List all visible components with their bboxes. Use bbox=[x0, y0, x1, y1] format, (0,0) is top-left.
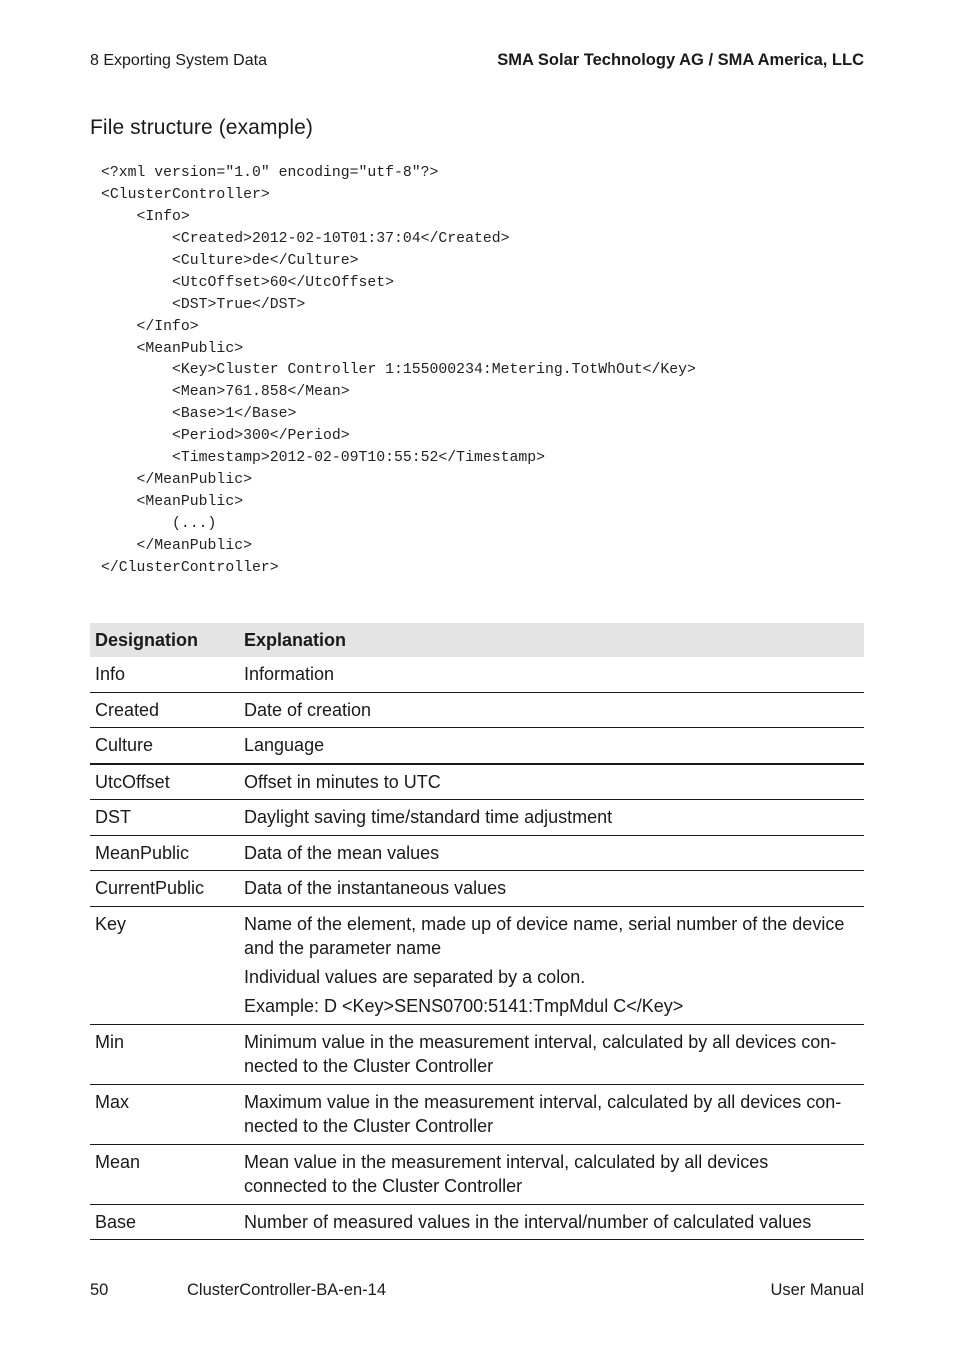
code-line: <Timestamp>2012-02-09T10:55:52</Timestamp> bbox=[101, 450, 545, 467]
table-row bbox=[90, 728, 864, 765]
code-line: </Info> bbox=[101, 318, 199, 335]
explanation-cell bbox=[244, 728, 864, 763]
explanation-cell bbox=[244, 907, 864, 1024]
code-line: <Info> bbox=[101, 208, 190, 225]
designation-cell: CurrentPublic bbox=[95, 878, 205, 898]
code-line: <Base>1</Base> bbox=[101, 406, 297, 423]
document-type: User Manual bbox=[770, 1281, 864, 1299]
explanation-cell bbox=[244, 1145, 864, 1204]
explanation-text: Mean value in the measurement interval, calculated by all devices connected to the Cluster Controller bbox=[244, 1151, 769, 1196]
document-id: ClusterController-BA-en-14 bbox=[187, 1281, 386, 1299]
explanation-cell bbox=[244, 657, 864, 692]
table-row bbox=[90, 907, 864, 1025]
code-line: <MeanPublic> bbox=[101, 340, 244, 357]
designation-cell: MeanPublic bbox=[95, 842, 190, 863]
table-row bbox=[90, 1205, 864, 1241]
designation-cell: Info bbox=[95, 664, 126, 684]
code-line: <MeanPublic> bbox=[101, 494, 244, 511]
running-header-company: SMA Solar Technology AG / SMA America, LLC bbox=[497, 51, 864, 69]
explanation-text: Number of measured values in the interval/number of calculated values bbox=[244, 1211, 812, 1232]
table-row bbox=[90, 1145, 864, 1205]
explanation-text: Name of the element, made up of device name, serial number of the device and the parameter name bbox=[244, 913, 845, 958]
table-row bbox=[90, 836, 864, 872]
code-line: (...) bbox=[101, 516, 217, 532]
explanation-text: Information bbox=[244, 664, 335, 684]
table-row bbox=[90, 871, 864, 907]
explanation-cell bbox=[244, 1205, 864, 1240]
explanation-text: Individual values are separated by a colon. bbox=[244, 967, 586, 987]
designation-cell: Base bbox=[95, 1211, 137, 1232]
xml-code-example bbox=[101, 163, 696, 580]
code-line: <ClusterController> bbox=[101, 186, 270, 203]
explanation-text: Maximum value in the measurement interval, calculated by all devices con-nected to the Cluster Controller bbox=[244, 1091, 842, 1136]
explanation-cell bbox=[244, 871, 864, 906]
code-line: </MeanPublic> bbox=[101, 472, 252, 489]
designation-table bbox=[90, 623, 864, 1240]
table-row bbox=[90, 800, 864, 836]
designation-cell: Key bbox=[95, 913, 127, 934]
code-line: <Culture>de</Culture> bbox=[101, 252, 359, 269]
table-header-row bbox=[90, 623, 864, 657]
explanation-text: Offset in minutes to UTC bbox=[244, 771, 441, 792]
section-title: File structure (example) bbox=[90, 116, 313, 139]
table-row bbox=[90, 1085, 864, 1145]
code-line: <Mean>761.858</Mean> bbox=[101, 384, 350, 401]
code-line: </ClusterController> bbox=[101, 559, 279, 576]
column-header-explanation: Explanation bbox=[244, 629, 347, 650]
designation-cell: UtcOffset bbox=[95, 771, 170, 792]
code-line: <UtcOffset>60</UtcOffset> bbox=[101, 274, 395, 291]
explanation-text: Example: D <Key>SENS0700:5141:TmpMdul C</Key> bbox=[244, 996, 684, 1016]
designation-cell: Max bbox=[95, 1091, 130, 1112]
explanation-cell bbox=[244, 693, 864, 728]
table-body bbox=[90, 657, 864, 1240]
code-line: <Period>300</Period> bbox=[101, 428, 350, 445]
designation-cell: Culture bbox=[95, 735, 154, 755]
table-row bbox=[90, 693, 864, 729]
explanation-cell bbox=[244, 765, 864, 800]
column-header-designation: Designation bbox=[95, 629, 199, 650]
explanation-text: Data of the instantaneous values bbox=[244, 878, 507, 898]
table-row bbox=[90, 765, 864, 801]
explanation-cell bbox=[244, 836, 864, 871]
table-row bbox=[90, 657, 864, 693]
explanation-text: Minimum value in the measurement interval, calculated by all devices con-nected to the Cluster Controller bbox=[244, 1031, 837, 1076]
code-line: <?xml version="1.0" encoding="utf-8"?> bbox=[101, 165, 439, 181]
running-header-chapter: 8 Exporting System Data bbox=[90, 52, 267, 69]
explanation-cell bbox=[244, 1025, 864, 1084]
explanation-cell bbox=[244, 800, 864, 835]
explanation-text: Daylight saving time/standard time adjustment bbox=[244, 807, 613, 827]
designation-cell: DST bbox=[95, 807, 131, 827]
explanation-text: Date of creation bbox=[244, 699, 372, 720]
page-number: 50 bbox=[90, 1281, 109, 1299]
code-line: <Key>Cluster Controller 1:155000234:Metering.TotWhOut</Key> bbox=[101, 362, 696, 379]
designation-cell: Min bbox=[95, 1031, 125, 1052]
table-row bbox=[90, 1025, 864, 1085]
code-line: <Created>2012-02-10T01:37:04</Created> bbox=[101, 230, 510, 247]
explanation-text: Data of the mean values bbox=[244, 842, 440, 863]
explanation-cell bbox=[244, 1085, 864, 1144]
explanation-text: Language bbox=[244, 735, 325, 755]
code-line: <DST>True</DST> bbox=[101, 296, 306, 313]
code-line: </MeanPublic> bbox=[101, 537, 252, 554]
designation-cell: Mean bbox=[95, 1151, 141, 1172]
designation-cell: Created bbox=[95, 699, 160, 720]
